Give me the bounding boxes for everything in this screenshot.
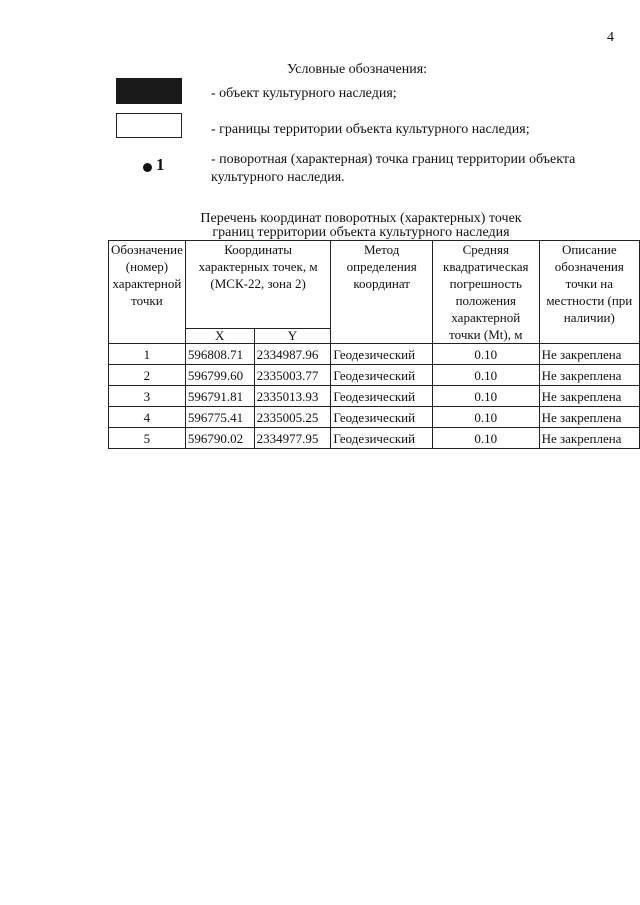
cell-error: 0.10 bbox=[433, 386, 540, 407]
cell-error: 0.10 bbox=[433, 365, 540, 386]
header-error: Средняя квадратическая погрешность положения характерной точки (Mt), м bbox=[433, 241, 540, 344]
cell-description: Не закреплена bbox=[539, 344, 639, 365]
cell-method: Геодезический bbox=[331, 344, 433, 365]
legend-item-turning-point: - поворотная (характерная) точка границ территории объекта культурного наследия. bbox=[211, 152, 576, 185]
coordinates-table bbox=[108, 240, 640, 449]
cell-y: 2335003.77 bbox=[254, 365, 331, 386]
table-row bbox=[109, 344, 640, 365]
table-title bbox=[106, 212, 616, 240]
cell-x: 596808.71 bbox=[185, 344, 254, 365]
cell-x: 596791.81 bbox=[185, 386, 254, 407]
cell-y: 2335005.25 bbox=[254, 407, 331, 428]
legend-item-heritage-object: - объект культурного наследия; bbox=[211, 86, 397, 101]
cell-y: 2334987.96 bbox=[254, 344, 331, 365]
heritage-object-swatch bbox=[116, 78, 182, 104]
cell-description: Не закреплена bbox=[539, 407, 639, 428]
header-coordinates: Координаты характерных точек, м (МСК-22, зона 2) bbox=[185, 241, 331, 329]
legend-title: Условные обозначения: bbox=[287, 62, 428, 77]
cell-method: Геодезический bbox=[331, 365, 433, 386]
point-number-label: 1 bbox=[156, 155, 165, 174]
cell-description: Не закреплена bbox=[539, 365, 639, 386]
cell-description: Не закреплена bbox=[539, 386, 639, 407]
header-y: Y bbox=[254, 328, 331, 343]
header-point-number: Обозначение (номер) характерной точки bbox=[109, 241, 186, 344]
table-row bbox=[109, 365, 640, 386]
cell-x: 596799.60 bbox=[185, 365, 254, 386]
cell-method: Геодезический bbox=[331, 428, 433, 449]
header-description: Описание обозначения точки на местности (при наличии) bbox=[539, 241, 639, 344]
cell-method: Геодезический bbox=[331, 386, 433, 407]
cell-x: 596790.02 bbox=[185, 428, 254, 449]
table-row bbox=[109, 428, 640, 449]
table-row bbox=[109, 407, 640, 428]
table-title-line1: Перечень координат поворотных (характерных) точек bbox=[200, 211, 522, 226]
cell-error: 0.10 bbox=[433, 344, 540, 365]
legend-item-territory-boundary: - границы территории объекта культурного наследия; bbox=[211, 122, 530, 137]
turning-point-symbol bbox=[143, 155, 165, 175]
cell-y: 2334977.95 bbox=[254, 428, 331, 449]
header-method: Метод определения координат bbox=[331, 241, 433, 344]
cell-point-number: 4 bbox=[109, 407, 186, 428]
cell-point-number: 2 bbox=[109, 365, 186, 386]
cell-point-number: 1 bbox=[109, 344, 186, 365]
cell-x: 596775.41 bbox=[185, 407, 254, 428]
cell-method: Геодезический bbox=[331, 407, 433, 428]
header-x: X bbox=[185, 328, 254, 343]
cell-description: Не закреплена bbox=[539, 428, 639, 449]
page-number: 4 bbox=[607, 30, 614, 45]
territory-boundary-swatch bbox=[116, 113, 182, 138]
cell-point-number: 3 bbox=[109, 386, 186, 407]
point-dot-icon bbox=[143, 163, 152, 172]
cell-error: 0.10 bbox=[433, 407, 540, 428]
table-title-line2: границ территории объекта культурного наследия bbox=[212, 225, 510, 240]
cell-error: 0.10 bbox=[433, 428, 540, 449]
table-header-row bbox=[109, 241, 640, 329]
cell-y: 2335013.93 bbox=[254, 386, 331, 407]
cell-point-number: 5 bbox=[109, 428, 186, 449]
table-row bbox=[109, 386, 640, 407]
